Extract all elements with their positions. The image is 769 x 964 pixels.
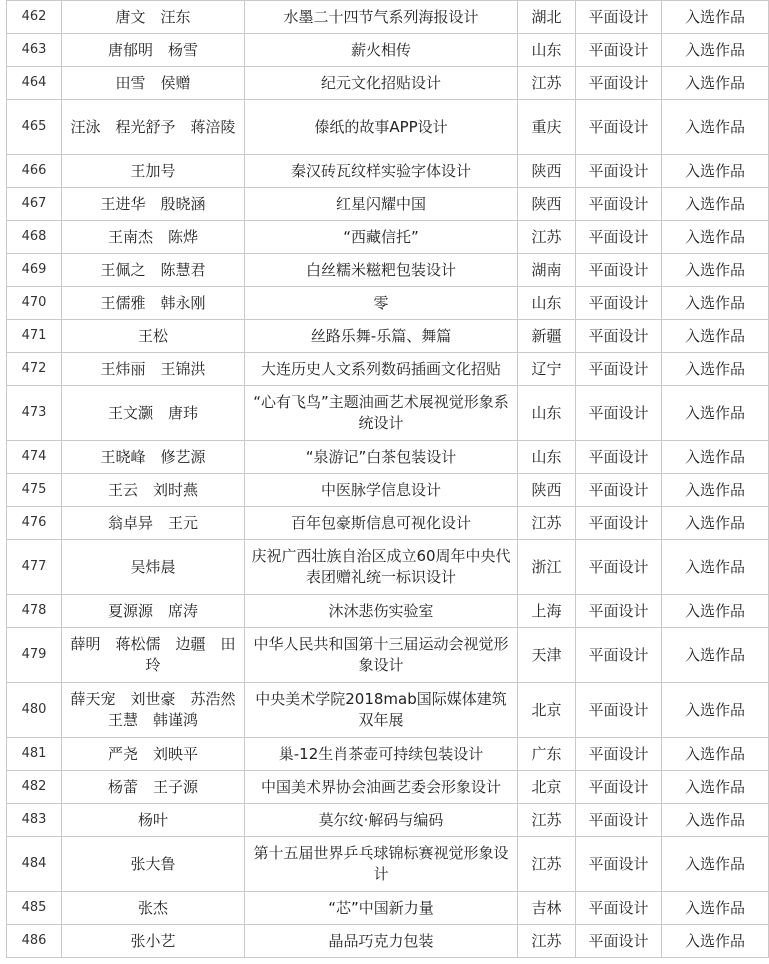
row-authors: 王加号 <box>62 155 245 188</box>
table-row <box>7 892 769 925</box>
row-authors: 翁卓异 王元 <box>62 507 245 540</box>
row-number: 481 <box>7 738 62 771</box>
row-title: 秦汉砖瓦纹样实验字体设计 <box>245 155 518 188</box>
row-authors: 杨蕾 王子源 <box>62 771 245 804</box>
row-region: 吉林 <box>518 892 576 925</box>
table-row <box>7 221 769 254</box>
row-category: 平面设计 <box>576 441 662 474</box>
row-authors: 严尧 刘映平 <box>62 738 245 771</box>
row-region: 重庆 <box>518 100 576 155</box>
row-title: “泉游记”白茶包装设计 <box>245 441 518 474</box>
row-status: 入选作品 <box>662 287 769 320</box>
row-title: 百年包豪斯信息可视化设计 <box>245 507 518 540</box>
row-number: 475 <box>7 474 62 507</box>
row-status: 入选作品 <box>662 507 769 540</box>
row-title: 水墨二十四节气系列海报设计 <box>245 1 518 34</box>
row-category: 平面设计 <box>576 595 662 628</box>
row-region: 陕西 <box>518 155 576 188</box>
row-status: 入选作品 <box>662 474 769 507</box>
row-status: 入选作品 <box>662 1 769 34</box>
row-number: 463 <box>7 34 62 67</box>
row-authors: 王松 <box>62 320 245 353</box>
row-authors: 张大鲁 <box>62 837 245 892</box>
row-title: 零 <box>245 287 518 320</box>
row-region: 江苏 <box>518 221 576 254</box>
row-status: 入选作品 <box>662 254 769 287</box>
table-row <box>7 925 769 958</box>
row-title: 中国美术界协会油画艺委会形象设计 <box>245 771 518 804</box>
row-region: 新疆 <box>518 320 576 353</box>
row-status: 入选作品 <box>662 34 769 67</box>
row-category: 平面设计 <box>576 67 662 100</box>
row-number: 474 <box>7 441 62 474</box>
row-status: 入选作品 <box>662 595 769 628</box>
row-title: “芯”中国新力量 <box>245 892 518 925</box>
row-category: 平面设计 <box>576 738 662 771</box>
row-number: 477 <box>7 540 62 595</box>
table-row <box>7 386 769 441</box>
row-region: 北京 <box>518 683 576 738</box>
row-status: 入选作品 <box>662 683 769 738</box>
row-number: 469 <box>7 254 62 287</box>
row-title: 庆祝广西壮族自治区成立60周年中央代表团赠礼统一标识设计 <box>245 540 518 595</box>
table-row <box>7 683 769 738</box>
row-authors: 薛明 蒋松儒 边疆 田玲 <box>62 628 245 683</box>
row-title: “西藏信托” <box>245 221 518 254</box>
row-title: 沐沐悲伤实验室 <box>245 595 518 628</box>
row-region: 浙江 <box>518 540 576 595</box>
row-category: 平面设计 <box>576 771 662 804</box>
row-region: 天津 <box>518 628 576 683</box>
row-title: 红星闪耀中国 <box>245 188 518 221</box>
row-number: 483 <box>7 804 62 837</box>
row-authors: 夏源源 席涛 <box>62 595 245 628</box>
row-number: 484 <box>7 837 62 892</box>
row-authors: 王晓峰 修艺源 <box>62 441 245 474</box>
row-status: 入选作品 <box>662 221 769 254</box>
table-row <box>7 507 769 540</box>
row-authors: 张小艺 <box>62 925 245 958</box>
row-status: 入选作品 <box>662 155 769 188</box>
table-row <box>7 771 769 804</box>
table-row <box>7 320 769 353</box>
row-title: 中央美术学院2018mab国际媒体建筑双年展 <box>245 683 518 738</box>
row-authors: 王文灏 唐玮 <box>62 386 245 441</box>
row-category: 平面设计 <box>576 100 662 155</box>
table-row <box>7 540 769 595</box>
row-category: 平面设计 <box>576 34 662 67</box>
row-authors: 田雪 侯赠 <box>62 67 245 100</box>
row-region: 江苏 <box>518 837 576 892</box>
row-region: 上海 <box>518 595 576 628</box>
row-status: 入选作品 <box>662 320 769 353</box>
row-status: 入选作品 <box>662 804 769 837</box>
row-category: 平面设计 <box>576 188 662 221</box>
table-row <box>7 1 769 34</box>
row-authors: 杨叶 <box>62 804 245 837</box>
row-region: 陕西 <box>518 188 576 221</box>
row-authors: 王佩之 陈慧君 <box>62 254 245 287</box>
row-title: 傣纸的故事APP设计 <box>245 100 518 155</box>
row-status: 入选作品 <box>662 353 769 386</box>
row-category: 平面设计 <box>576 507 662 540</box>
row-title: 中华人民共和国第十三届运动会视觉形象设计 <box>245 628 518 683</box>
row-category: 平面设计 <box>576 804 662 837</box>
row-status: 入选作品 <box>662 628 769 683</box>
row-authors: 王云 刘时燕 <box>62 474 245 507</box>
row-number: 471 <box>7 320 62 353</box>
row-authors: 王南杰 陈烨 <box>62 221 245 254</box>
row-region: 江苏 <box>518 804 576 837</box>
row-region: 广东 <box>518 738 576 771</box>
row-number: 467 <box>7 188 62 221</box>
row-category: 平面设计 <box>576 254 662 287</box>
table-row <box>7 628 769 683</box>
row-authors: 薛天宠 刘世豪 苏浩然 王慧 韩谨鸿 <box>62 683 245 738</box>
row-status: 入选作品 <box>662 386 769 441</box>
row-category: 平面设计 <box>576 892 662 925</box>
row-number: 464 <box>7 67 62 100</box>
row-title: 巢-12生肖茶壶可持续包装设计 <box>245 738 518 771</box>
row-number: 473 <box>7 386 62 441</box>
row-category: 平面设计 <box>576 155 662 188</box>
table-row <box>7 738 769 771</box>
row-authors: 王进华 殷晓涵 <box>62 188 245 221</box>
table-row <box>7 254 769 287</box>
row-category: 平面设计 <box>576 320 662 353</box>
row-authors: 张杰 <box>62 892 245 925</box>
row-category: 平面设计 <box>576 287 662 320</box>
row-status: 入选作品 <box>662 67 769 100</box>
row-authors: 汪泳 程光舒予 蒋涪陵 <box>62 100 245 155</box>
row-number: 466 <box>7 155 62 188</box>
row-region: 山东 <box>518 34 576 67</box>
row-status: 入选作品 <box>662 892 769 925</box>
row-status: 入选作品 <box>662 188 769 221</box>
table-row <box>7 100 769 155</box>
row-title: 大连历史人文系列数码插画文化招贴 <box>245 353 518 386</box>
row-category: 平面设计 <box>576 474 662 507</box>
row-number: 480 <box>7 683 62 738</box>
row-region: 陕西 <box>518 474 576 507</box>
row-region: 山东 <box>518 386 576 441</box>
row-authors: 唐文 汪东 <box>62 1 245 34</box>
row-number: 472 <box>7 353 62 386</box>
row-status: 入选作品 <box>662 925 769 958</box>
row-authors: 吴炜晨 <box>62 540 245 595</box>
row-status: 入选作品 <box>662 771 769 804</box>
row-category: 平面设计 <box>576 1 662 34</box>
row-category: 平面设计 <box>576 628 662 683</box>
row-region: 江苏 <box>518 67 576 100</box>
row-number: 479 <box>7 628 62 683</box>
row-title: 第十五届世界乒乓球锦标赛视觉形象设计 <box>245 837 518 892</box>
table-row <box>7 441 769 474</box>
row-number: 462 <box>7 1 62 34</box>
row-status: 入选作品 <box>662 540 769 595</box>
row-category: 平面设计 <box>576 925 662 958</box>
table-row <box>7 595 769 628</box>
row-number: 486 <box>7 925 62 958</box>
row-status: 入选作品 <box>662 738 769 771</box>
entries-table <box>6 0 769 958</box>
row-title: 纪元文化招贴设计 <box>245 67 518 100</box>
table-row <box>7 837 769 892</box>
row-number: 468 <box>7 221 62 254</box>
row-category: 平面设计 <box>576 683 662 738</box>
row-category: 平面设计 <box>576 353 662 386</box>
row-region: 北京 <box>518 771 576 804</box>
table-row <box>7 188 769 221</box>
table-row <box>7 804 769 837</box>
row-status: 入选作品 <box>662 837 769 892</box>
table-row <box>7 67 769 100</box>
table-row <box>7 474 769 507</box>
row-authors: 王炜丽 王锦洪 <box>62 353 245 386</box>
table-row <box>7 353 769 386</box>
row-status: 入选作品 <box>662 441 769 474</box>
row-status: 入选作品 <box>662 100 769 155</box>
row-number: 482 <box>7 771 62 804</box>
row-category: 平面设计 <box>576 386 662 441</box>
row-authors: 王儒雅 韩永刚 <box>62 287 245 320</box>
row-region: 山东 <box>518 287 576 320</box>
row-region: 江苏 <box>518 507 576 540</box>
table-row <box>7 34 769 67</box>
row-title: 薪火相传 <box>245 34 518 67</box>
row-authors: 唐郁明 杨雪 <box>62 34 245 67</box>
row-number: 476 <box>7 507 62 540</box>
row-title: 晶品巧克力包装 <box>245 925 518 958</box>
row-number: 465 <box>7 100 62 155</box>
row-region: 江苏 <box>518 925 576 958</box>
row-number: 470 <box>7 287 62 320</box>
row-title: 中医脉学信息设计 <box>245 474 518 507</box>
row-number: 485 <box>7 892 62 925</box>
row-category: 平面设计 <box>576 540 662 595</box>
row-region: 湖北 <box>518 1 576 34</box>
row-region: 湖南 <box>518 254 576 287</box>
entries-table-body <box>7 1 769 958</box>
row-title: 丝路乐舞-乐篇、舞篇 <box>245 320 518 353</box>
row-number: 478 <box>7 595 62 628</box>
row-category: 平面设计 <box>576 837 662 892</box>
row-title: “心有飞鸟”主题油画艺术展视觉形象系统设计 <box>245 386 518 441</box>
row-region: 山东 <box>518 441 576 474</box>
row-category: 平面设计 <box>576 221 662 254</box>
table-row <box>7 287 769 320</box>
table-row <box>7 155 769 188</box>
row-title: 白丝糯米糍粑包装设计 <box>245 254 518 287</box>
row-region: 辽宁 <box>518 353 576 386</box>
row-title: 莫尔纹·解码与编码 <box>245 804 518 837</box>
